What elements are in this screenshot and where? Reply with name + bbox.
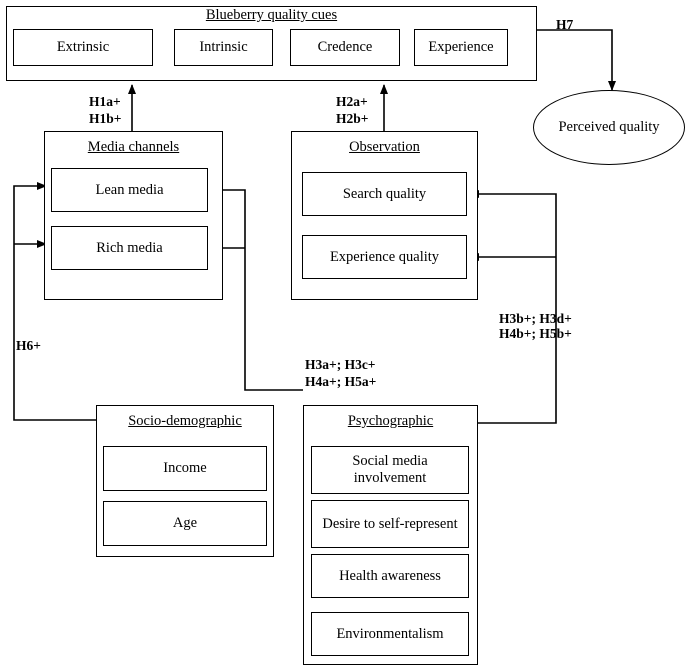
node-credence[interactable]: Credence — [290, 29, 400, 66]
label-h2b: H2b+ — [336, 111, 369, 126]
node-intrinsic[interactable]: Intrinsic — [174, 29, 273, 66]
node-desire-to-self-represent[interactable]: Desire to self-represent — [311, 500, 469, 548]
label-h2a: H2a+ — [336, 94, 368, 109]
label-h7: H7 — [556, 17, 574, 32]
group-title-observation: Observation — [349, 139, 420, 155]
label-h3b-h3d: H3b+; H3d+ — [499, 311, 572, 326]
label-h1a: H1a+ — [89, 94, 121, 109]
label-h4b-h5b: H4b+; H5b+ — [499, 326, 572, 341]
node-extrinsic[interactable]: Extrinsic — [13, 29, 153, 66]
label-h6: H6+ — [16, 338, 41, 353]
node-environmentalism[interactable]: Environmentalism — [311, 612, 469, 656]
node-lean-media[interactable]: Lean media — [51, 168, 208, 212]
node-perceived-quality[interactable]: Perceived quality — [533, 90, 685, 165]
node-experience-quality[interactable]: Experience quality — [302, 235, 467, 279]
label-h4a-h5a: H4a+; H5a+ — [305, 374, 377, 389]
node-rich-media[interactable]: Rich media — [51, 226, 208, 270]
node-health-awareness[interactable]: Health awareness — [311, 554, 469, 598]
node-social-media-involvement[interactable]: Social media involvement — [311, 446, 469, 494]
group-title-psychographic: Psychographic — [347, 413, 434, 429]
node-search-quality[interactable]: Search quality — [302, 172, 467, 216]
group-title-socio-demographic: Socio-demographic — [128, 413, 242, 429]
label-h1b: H1b+ — [89, 111, 122, 126]
group-title-media-channels: Media channels — [87, 139, 180, 155]
group-title-blueberry-quality-cues: Blueberry quality cues — [205, 7, 338, 23]
group-media-channels — [44, 131, 223, 300]
node-experience[interactable]: Experience — [414, 29, 508, 66]
label-h3a-h3c: H3a+; H3c+ — [305, 357, 376, 372]
node-income[interactable]: Income — [103, 446, 267, 491]
node-age[interactable]: Age — [103, 501, 267, 546]
